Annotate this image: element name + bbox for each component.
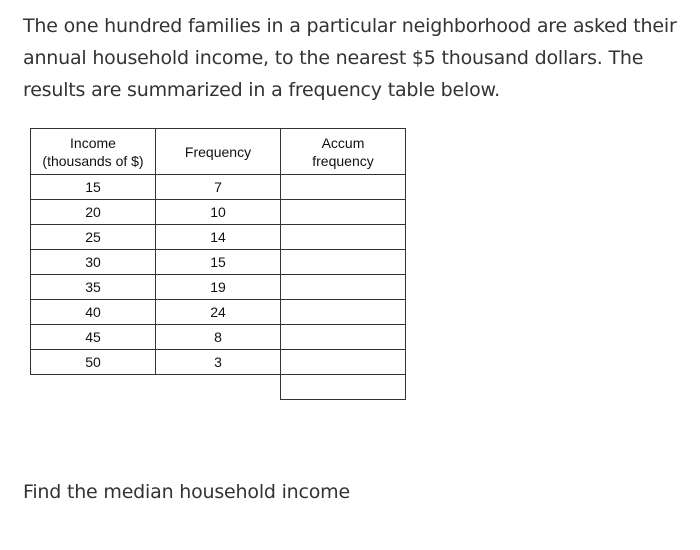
problem-statement <box>23 10 683 106</box>
frequency-cell: 10 <box>156 200 281 225</box>
table-row <box>31 225 406 250</box>
income-header-line-2: (thousands of $) <box>42 152 144 169</box>
table-row <box>31 275 406 300</box>
accum-cell[interactable] <box>281 300 406 325</box>
frequency-cell: 14 <box>156 225 281 250</box>
accum-cell[interactable] <box>281 250 406 275</box>
accum-cell[interactable] <box>281 350 406 375</box>
blank-cell <box>31 375 156 400</box>
table-row <box>31 250 406 275</box>
table-row <box>31 300 406 325</box>
accum-column-header <box>281 129 406 175</box>
accum-cell[interactable] <box>281 225 406 250</box>
income-cell: 45 <box>31 325 156 350</box>
table-row <box>31 350 406 375</box>
frequency-cell: 19 <box>156 275 281 300</box>
table-row <box>31 175 406 200</box>
frequency-header-label: Frequency <box>184 143 252 160</box>
accum-cell[interactable] <box>281 275 406 300</box>
frequency-table <box>30 128 406 400</box>
problem-statement-line-1: The one hundred families in a particular neighborhood are asked their <box>23 15 677 37</box>
income-cell: 50 <box>31 350 156 375</box>
frequency-cell: 7 <box>156 175 281 200</box>
table-extra-row <box>31 375 406 400</box>
income-column-header <box>31 129 156 175</box>
frequency-cell: 3 <box>156 350 281 375</box>
frequency-cell: 15 <box>156 250 281 275</box>
accum-extra-cell[interactable] <box>281 375 406 400</box>
question-prompt: Find the median household income <box>23 481 350 503</box>
accum-cell[interactable] <box>281 200 406 225</box>
income-header-line-1: Income <box>70 134 116 151</box>
income-cell: 40 <box>31 300 156 325</box>
accum-header-line-1: Accum <box>321 134 365 151</box>
income-cell: 20 <box>31 200 156 225</box>
table-header-row <box>31 129 406 175</box>
blank-cell <box>156 375 281 400</box>
frequency-cell: 8 <box>156 325 281 350</box>
income-cell: 25 <box>31 225 156 250</box>
problem-statement-line-2: annual household income, to the nearest $5 thousand dollars. The <box>23 47 644 69</box>
accum-cell[interactable] <box>281 175 406 200</box>
income-cell: 35 <box>31 275 156 300</box>
income-cell: 15 <box>31 175 156 200</box>
table-row <box>31 200 406 225</box>
frequency-column-header <box>156 129 281 175</box>
accum-cell[interactable] <box>281 325 406 350</box>
problem-statement-line-3: results are summarized in a frequency table below. <box>23 79 500 101</box>
frequency-cell: 24 <box>156 300 281 325</box>
income-cell: 30 <box>31 250 156 275</box>
table-row <box>31 325 406 350</box>
accum-header-line-2: frequency <box>312 152 374 169</box>
